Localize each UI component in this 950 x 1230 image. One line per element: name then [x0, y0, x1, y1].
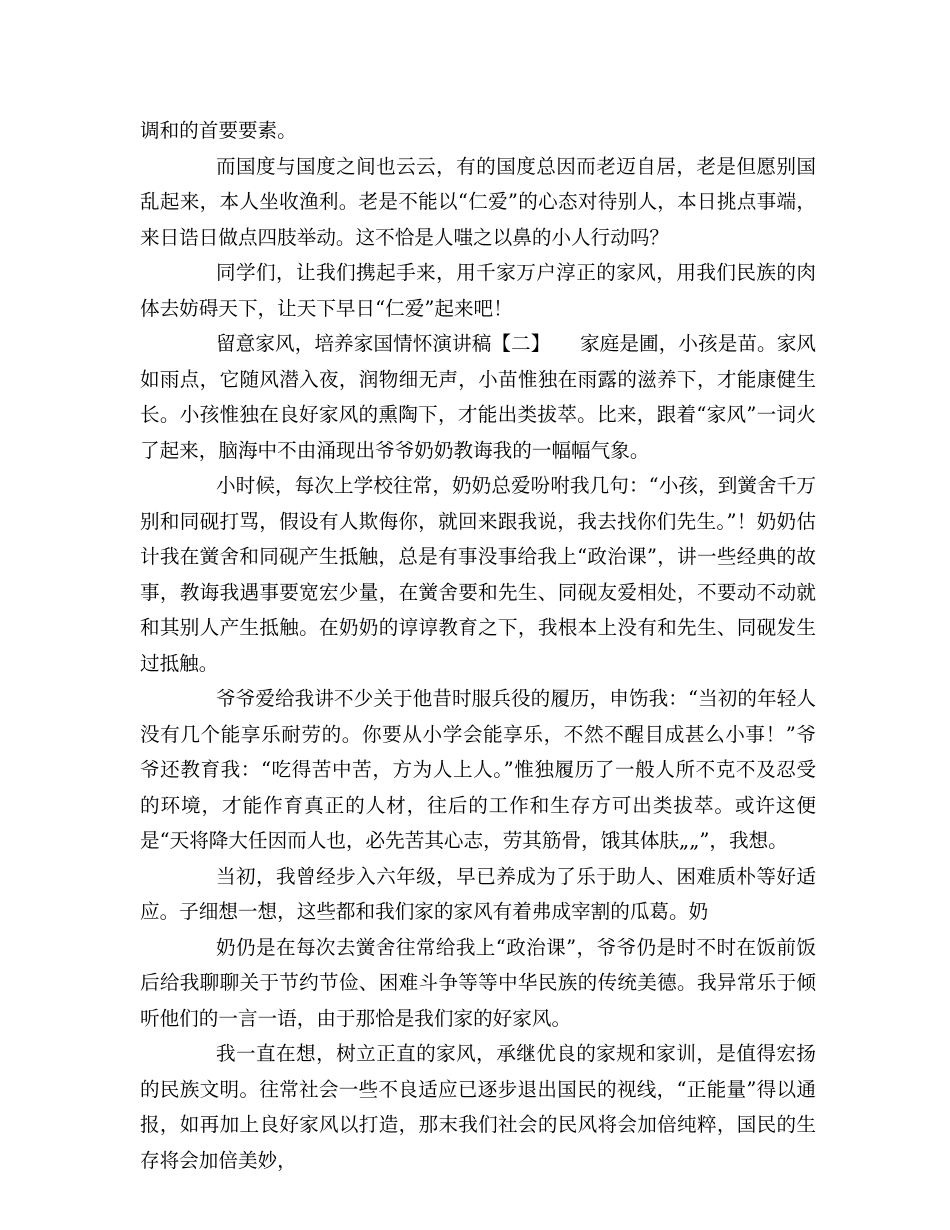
- paragraph-9: 我一直在想，树立正直的家风，承继优良的家规和家训，是值得宏扬的民族文明。往常社会一些不良适应已逐步退出国民的视线，“正能量”得以通报，如再加上良好家风以打造，那末我们社会的民风将会加倍纯粹，国民的生存将会加倍美妙，: [140, 1042, 816, 1172]
- paragraph-1: 调和的首要要素。: [140, 119, 297, 142]
- paragraph-3: 同学们，让我们携起手来，用千家万户淳正的家风，用我们民族的肉体去妨碍天下，让天下早日“仁爱”起来吧！: [140, 261, 816, 320]
- paragraph-4: 留意家风，培养家国情怀演讲稿【二】 家庭是圃，小孩是苗。家风如雨点，它随风潜入夜，润物细无声，小苗惟独在雨露的滋养下，才能康健生长。小孩惟独在良好家风的熏陶下，才能出类拔萃。比来，跟着“家风”一词火了起来，脑海中不由涌现出爷爷奶奶教诲我的一幅幅气象。: [140, 332, 816, 462]
- paragraph-5: 小时候，每次上学校往常，奶奶总爱吩咐我几句：“小孩，到黉舍千万别和同砚打骂，假设有人欺侮你，就回来跟我说，我去找你们先生。”！奶奶估计我在黉舍和同砚产生抵触，总是有事没事给我上“政治课”，讲一些经典的故事，教诲我遇事要宽宏少量，在黉舍要和先生、同砚友爱相处，不要动不动就和其别人产生抵触。在奶奶的谆谆教育之下，我根本上没有和先生、同砚发生过抵触。: [140, 474, 816, 675]
- paragraph-6: 爷爷爱给我讲不少关于他昔时服兵役的履历，申饬我：“当初的年轻人没有几个能享乐耐劳的。你要从小学会能享乐，不然不醒目成甚么小事！”爷爷还教育我：“吃得苦中苦，方为人上人。”惟独履历了一般人所不克不及忍受的环境，才能作育真正的人材，往后的工作和生存方可出类拔萃。或许这便是“天将降大任因而人也，必先苦其心志，劳其筋骨，饿其体肤„„”，我想。: [140, 687, 816, 852]
- paragraph-2: 而国度与国度之间也云云，有的国度总因而老迈自居，老是但愿别国乱起来，本人坐收渔利。老是不能以“仁爱”的心态对待别人，本日挑点事端，来日诰日做点四肢举动。这不恰是人嗤之以鼻的小人行动吗？: [140, 154, 816, 249]
- paragraph-7: 当初，我曾经步入六年级，早已养成为了乐于助人、困难质朴等好适应。子细想一想，这些都和我们家的家风有着弗成宰割的瓜葛。奶: [140, 864, 816, 923]
- document-body: [140, 113, 816, 1178]
- paragraph-8: 奶仍是在每次去黉舍往常给我上“政治课”，爷爷仍是时不时在饭前饭后给我聊聊关于节约节俭、困难斗争等等中华民族的传统美德。我异常乐于倾听他们的一言一语，由于那恰是我们家的好家风。: [140, 935, 816, 1030]
